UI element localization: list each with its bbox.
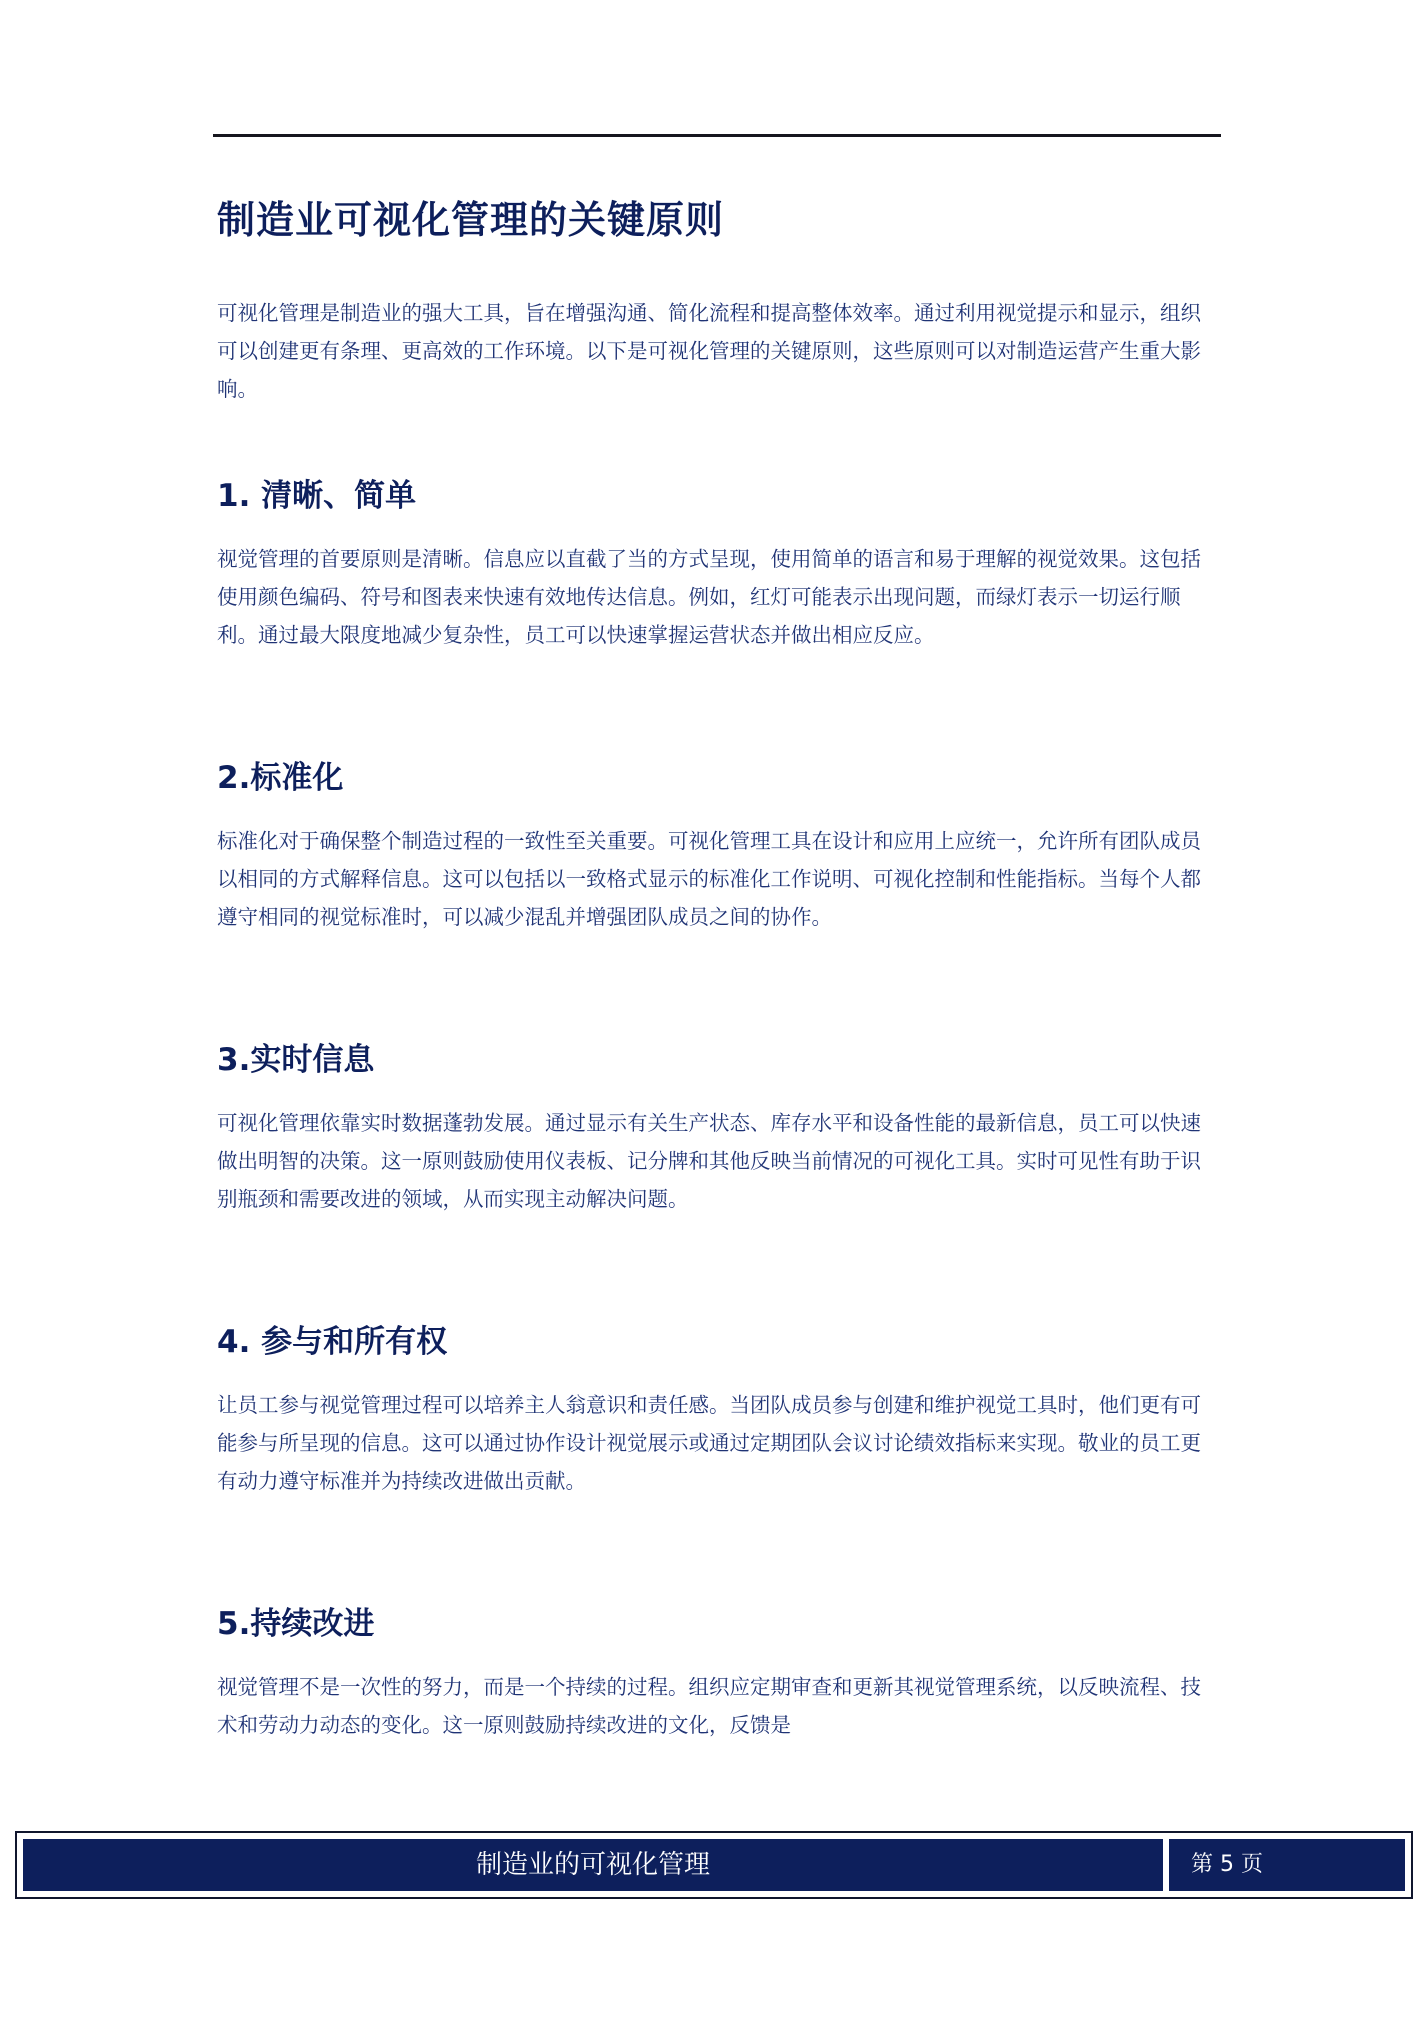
section-clarity	[217, 474, 1217, 654]
document-header	[217, 190, 1217, 408]
section-paragraph: 视觉管理不是一次性的努力，而是一个持续的过程。组织应定期审查和更新其视觉管理系统，以反映流程、技术和劳动力动态的变化。这一原则鼓励持续改进的文化，反馈是	[217, 1675, 1201, 1737]
section-heading: 5.持续改进	[217, 1606, 375, 1642]
intro-paragraph: 可视化管理是制造业的强大工具，旨在增强沟通、简化流程和提高整体效率。通过利用视觉提示和显示，组织可以创建更有条理、更高效的工作环境。以下是可视化管理的关键原则，这些原则可以对制造运营产生重大影响。	[217, 301, 1201, 401]
footer-bar	[23, 1839, 1405, 1891]
section-heading: 2.标准化	[217, 760, 344, 796]
footer-title: 制造业的可视化管理	[475, 1850, 710, 1880]
intro-block	[217, 294, 1217, 408]
section-ownership	[217, 1320, 1217, 1500]
section-real-time	[217, 1038, 1217, 1218]
header-rule	[213, 134, 1221, 137]
section-heading: 1. 清晰、简单	[217, 478, 417, 514]
page-number: 第 5 页	[1191, 1852, 1263, 1877]
section-paragraph: 视觉管理的首要原则是清晰。信息应以直截了当的方式呈现，使用简单的语言和易于理解的视觉效果。这包括使用颜色编码、符号和图表来快速有效地传达信息。例如，红灯可能表示出现问题，而绿灯表示一切运行顺利。通过最大限度地减少复杂性，员工可以快速掌握运营状态并做出相应反应。	[217, 547, 1201, 647]
section-paragraph: 让员工参与视觉管理过程可以培养主人翁意识和责任感。当团队成员参与创建和维护视觉工具时，他们更有可能参与所呈现的信息。这可以通过协作设计视觉展示或通过定期团队会议讨论绩效指标来实现。敬业的员工更有动力遵守标准并为持续改进做出贡献。	[217, 1393, 1201, 1493]
page-footer	[15, 1831, 1413, 1899]
page-title: 制造业可视化管理的关键原则	[217, 198, 725, 242]
section-continuous-improvement	[217, 1602, 1217, 1744]
section-paragraph: 标准化对于确保整个制造过程的一致性至关重要。可视化管理工具在设计和应用上应统一，允许所有团队成员以相同的方式解释信息。这可以包括以一致格式显示的标准化工作说明、可视化控制和性能指标。当每个人都遵守相同的视觉标准时，可以减少混乱并增强团队成员之间的协作。	[217, 829, 1201, 929]
section-standardization	[217, 756, 1217, 936]
section-heading: 4. 参与和所有权	[217, 1324, 448, 1360]
section-paragraph: 可视化管理依靠实时数据蓬勃发展。通过显示有关生产状态、库存水平和设备性能的最新信息，员工可以快速做出明智的决策。这一原则鼓励使用仪表板、记分牌和其他反映当前情况的可视化工具。实时可见性有助于识别瓶颈和需要改进的领域，从而实现主动解决问题。	[217, 1111, 1201, 1211]
section-heading: 3.实时信息	[217, 1042, 375, 1078]
